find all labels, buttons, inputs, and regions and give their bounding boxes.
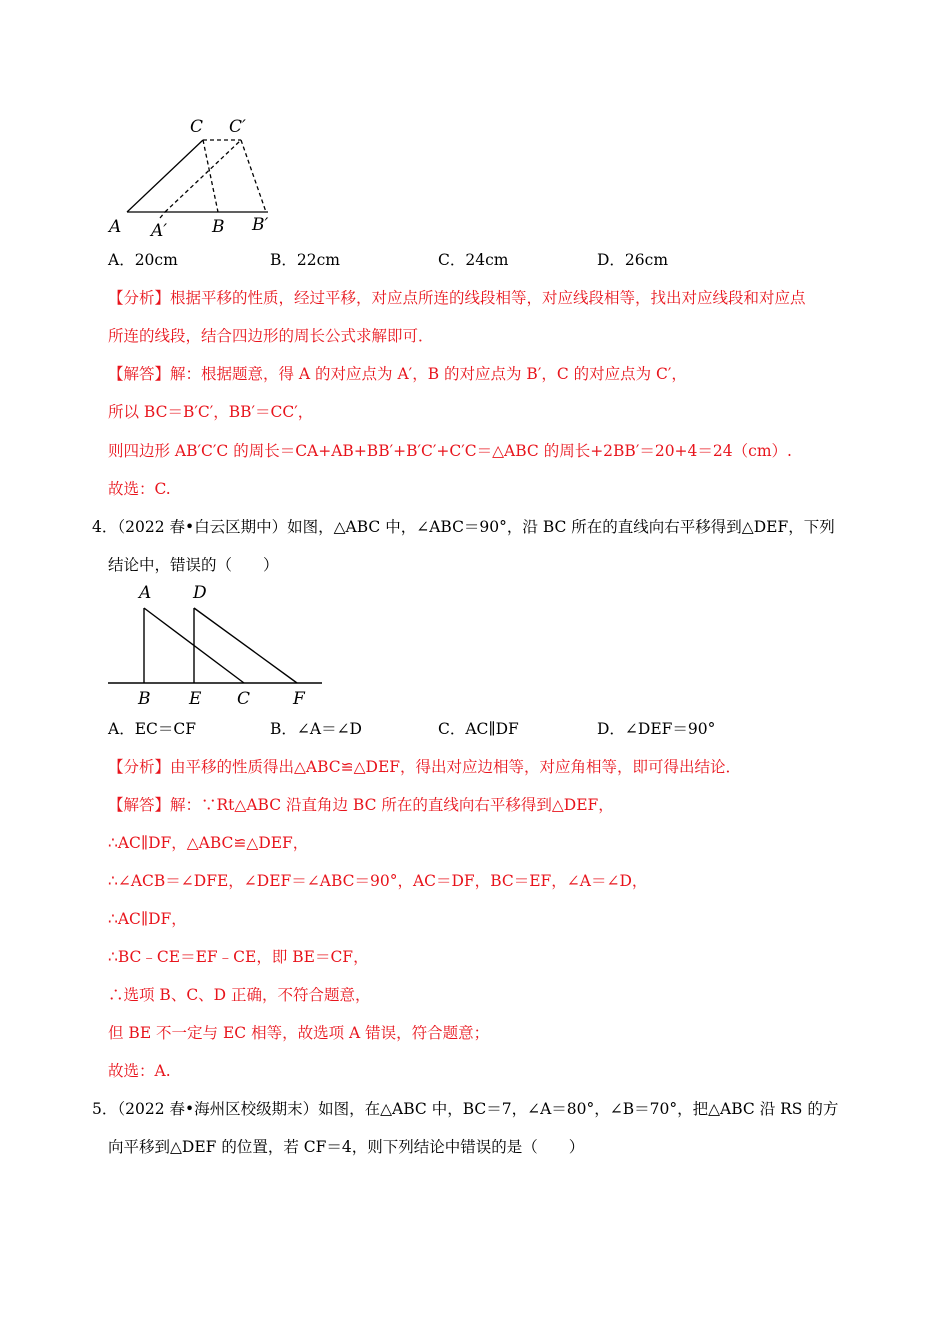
segment-AprimeCprime — [165, 140, 241, 212]
q4-stem-line-2: 结论中，错误的（ ） — [108, 556, 279, 574]
label-A: A — [109, 217, 122, 237]
q5-stem-line-1: 5．（2022 春•海州区校级期末）如图，在△ABC 中，BC＝7，∠A＝80°，∠B＝70°，把△ABC 沿 RS 的方 — [92, 1100, 839, 1118]
label-C: C — [190, 117, 204, 137]
segment-DF — [194, 608, 297, 683]
q4-solution-line-1: 【解答】解：∵Rt△ABC 沿直角边 BC 所在的直线向右平移得到△DEF， — [108, 796, 614, 814]
label-E2: E — [189, 689, 202, 709]
label-A2: A — [139, 583, 152, 603]
q4-option-c: C．AC∥DF — [438, 720, 519, 738]
q3-analysis-line-2: 所连的线段，结合四边形的周长公式求解即可． — [108, 327, 434, 345]
q3-solution-line-4: 故选：C. — [108, 480, 171, 498]
q4-option-b: B．∠A＝∠D — [270, 720, 362, 738]
label-D2: D — [193, 583, 207, 603]
q3-solution-line-1: 【解答】解：根据题意，得 A 的对应点为 A′，B 的对应点为 B′，C 的对应点为 C′， — [108, 365, 687, 383]
label-C-prime: C′ — [229, 117, 246, 137]
segment-CB — [203, 140, 218, 212]
label-F2: F — [293, 689, 305, 709]
q4-option-d: D．∠DEF＝90° — [597, 720, 716, 738]
q5-stem-line-2: 向平移到△DEF 的位置，若 CF＝4，则下列结论中错误的是（ ） — [108, 1138, 585, 1156]
q3-analysis-line-1: 【分析】根据平移的性质，经过平移，对应点所连的线段相等，对应线段相等，找出对应线段和对应点 — [108, 289, 806, 307]
q4-solution-line-8: 故选：A. — [108, 1062, 171, 1080]
q4-solution-line-7: 但 BE 不一定与 EC 相等，故选项 A 错误，符合题意； — [108, 1024, 490, 1042]
q4-solution-line-2: ∴AC∥DF，△ABC≌△DEF， — [108, 834, 309, 852]
segment-Aprime-tail — [160, 212, 165, 218]
q3-option-d: D．26cm — [597, 251, 669, 269]
label-C2: C — [237, 689, 251, 709]
segment-CprimeBprime — [241, 140, 266, 212]
label-B-prime: B′ — [252, 215, 269, 235]
q4-stem-line-1: 4．（2022 春•白云区期中）如图，△ABC 中，∠ABC＝90°，沿 BC 所在的直线向右平移得到△DEF，下列 — [92, 518, 835, 536]
q4-solution-line-5: ∴BC﹣CE＝EF﹣CE，即 BE＝CF， — [108, 948, 369, 966]
q4-solution-line-4: ∴AC∥DF， — [108, 910, 187, 928]
q3-option-b: B．22cm — [270, 251, 340, 269]
q4-option-a: A．EC＝CF — [108, 720, 196, 738]
q3-solution-line-3: 则四边形 AB′C′C 的周长＝CA+AB+BB′+B′C′+C′C＝△ABC 的周长+2BB′＝20+4＝24（cm）. — [108, 442, 792, 460]
q4-analysis-line-1: 【分析】由平移的性质得出△ABC≌△DEF，得出对应边相等，对应角相等，即可得出结论． — [108, 758, 742, 776]
segment-AC — [127, 140, 203, 212]
q4-solution-line-6: ∴选项 B、C、D 正确，不符合题意， — [108, 986, 371, 1004]
label-A-prime: A′ — [151, 221, 168, 241]
label-B2: B — [138, 689, 151, 709]
q3-option-a: A．20cm — [108, 251, 178, 269]
label-B: B — [212, 217, 225, 237]
q3-solution-line-2: 所以 BC＝B′C′，BB′＝CC′， — [108, 403, 314, 421]
q4-solution-line-3: ∴∠ACB＝∠DFE，∠DEF＝∠ABC＝90°，AC＝DF，BC＝EF，∠A＝∠D， — [108, 872, 648, 890]
q3-option-c: C．24cm — [438, 251, 509, 269]
